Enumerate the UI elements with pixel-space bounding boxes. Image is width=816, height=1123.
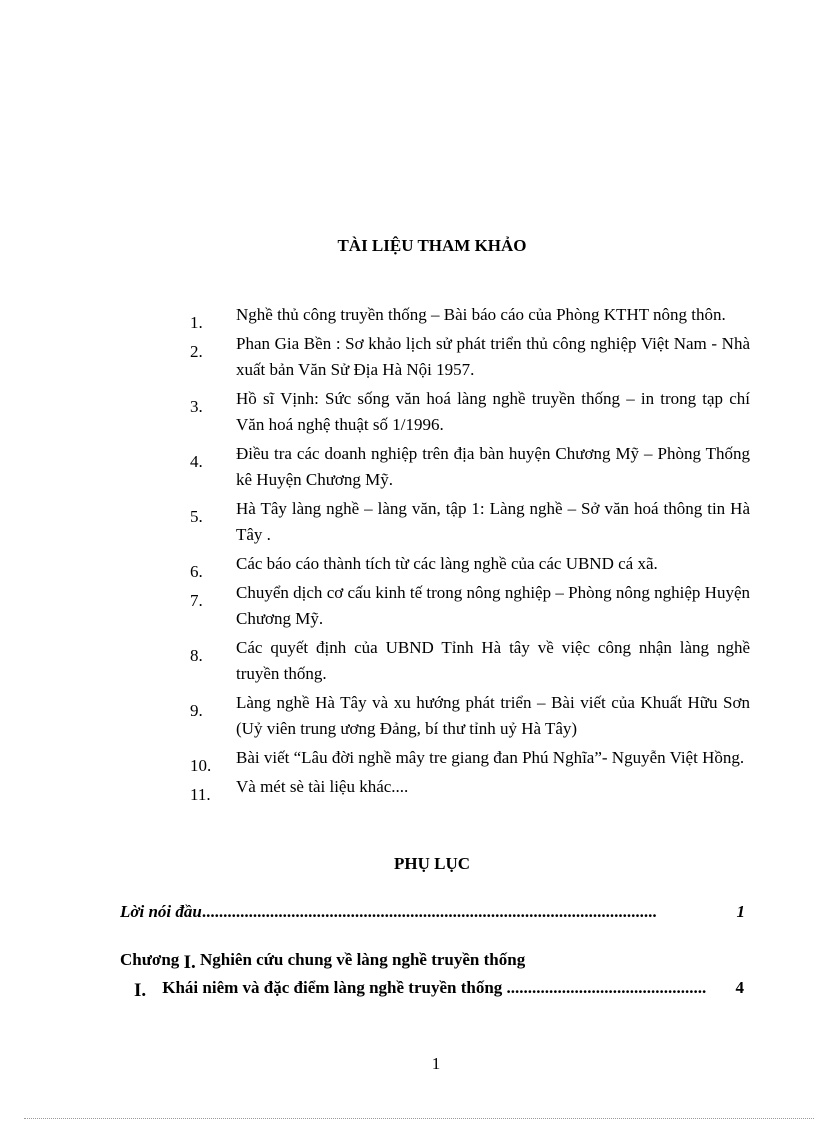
reference-text: Nghề thủ công truyền thống – Bài báo cáo của Phòng KTHT nông thôn. xyxy=(236,305,726,324)
toc-entry-label: Lời nói đầu xyxy=(120,902,202,921)
reference-number: 3. xyxy=(190,397,203,416)
reference-text: Làng nghề Hà Tây và xu hướng phát triển – Bài viết của Khuất Hữu Sơn (Uỷ viên trung ương Đảng, bí thư tỉnh uỷ Hà Tây) xyxy=(236,693,750,738)
toc-page-number: 1 xyxy=(736,902,745,921)
reference-number: 8. xyxy=(190,646,203,665)
reference-number: 7. xyxy=(190,591,203,610)
reference-text: Chuyển dịch cơ cấu kinh tế trong nông nghiệp – Phòng nông nghiệp Huyện Chương Mỹ. xyxy=(236,583,750,628)
chapter-prefix: Chương xyxy=(120,950,180,969)
page-bottom-divider xyxy=(24,1118,814,1119)
reference-text: Các báo cáo thành tích từ các làng nghề của các UBND cá xã. xyxy=(236,554,658,573)
reference-text: Hà Tây làng nghề – làng văn, tập 1: Làng nghề – Sở văn hoá thông tin Hà Tây . xyxy=(236,499,750,544)
reference-number: 5. xyxy=(190,507,203,526)
reference-text: Điều tra các doanh nghiệp trên địa bàn huyện Chương Mỹ – Phòng Thống kê Huyện Chương Mỹ. xyxy=(236,444,750,489)
references-title: TÀI LIỆU THAM KHẢO xyxy=(337,236,527,255)
appendix-title: PHỤ LỤC xyxy=(393,854,471,873)
chapter-title: Nghiên cứu chung về làng nghề truyền thống xyxy=(199,950,526,969)
reference-number: 4. xyxy=(190,452,203,471)
reference-text: Hồ sĩ Vịnh: Sức sống văn hoá làng nghề truyền thống – in trong tạp chí Văn hoá nghệ thuật số 1/1996. xyxy=(236,389,750,434)
reference-item xyxy=(190,580,750,632)
reference-item xyxy=(190,302,750,332)
chapter-roman-numeral: I. xyxy=(183,952,196,973)
reference-number: 9. xyxy=(190,701,203,720)
reference-item xyxy=(190,331,750,383)
reference-number: 10. xyxy=(190,756,212,775)
reference-item xyxy=(190,496,750,548)
section-roman-numeral: I. xyxy=(134,980,147,1001)
reference-number: 6. xyxy=(190,562,203,581)
reference-text: Và mét sè tài liệu khác.... xyxy=(236,777,409,796)
reference-item xyxy=(190,386,750,438)
toc-entry-label: Khái niêm và đặc điểm làng nghề truyền thống xyxy=(162,978,503,997)
toc-chapter-heading xyxy=(120,950,525,974)
toc-entry-intro xyxy=(120,902,745,922)
reference-item xyxy=(190,774,750,804)
toc-page-number: 4 xyxy=(735,978,744,997)
toc-entry-section xyxy=(134,978,744,1002)
reference-item xyxy=(190,690,750,742)
reference-item xyxy=(190,745,750,775)
reference-text: Bài viết “Lâu đời nghề mây tre giang đan Phú Nghĩa”- Nguyễn Việt Hồng. xyxy=(236,748,745,767)
reference-item xyxy=(190,635,750,687)
reference-number: 1. xyxy=(190,313,203,332)
reference-text: Các quyết định của UBND Tỉnh Hà tây về việc công nhận làng nghề truyền thống. xyxy=(236,638,750,683)
references-list xyxy=(190,302,750,803)
reference-text: Phan Gia Bền : Sơ khảo lịch sử phát triển thủ công nghiệp Việt Nam - Nhà xuất bản Văn Sử Địa Hà Nội 1957. xyxy=(236,334,750,379)
toc-leader-dots: ............................................... xyxy=(506,978,707,997)
reference-number: 2. xyxy=(190,342,203,361)
reference-item xyxy=(190,441,750,493)
page-number: 1 xyxy=(431,1054,441,1073)
toc-leader-dots: ........................................................................................................... xyxy=(201,902,657,921)
reference-item xyxy=(190,551,750,581)
reference-number: 11. xyxy=(190,785,211,804)
